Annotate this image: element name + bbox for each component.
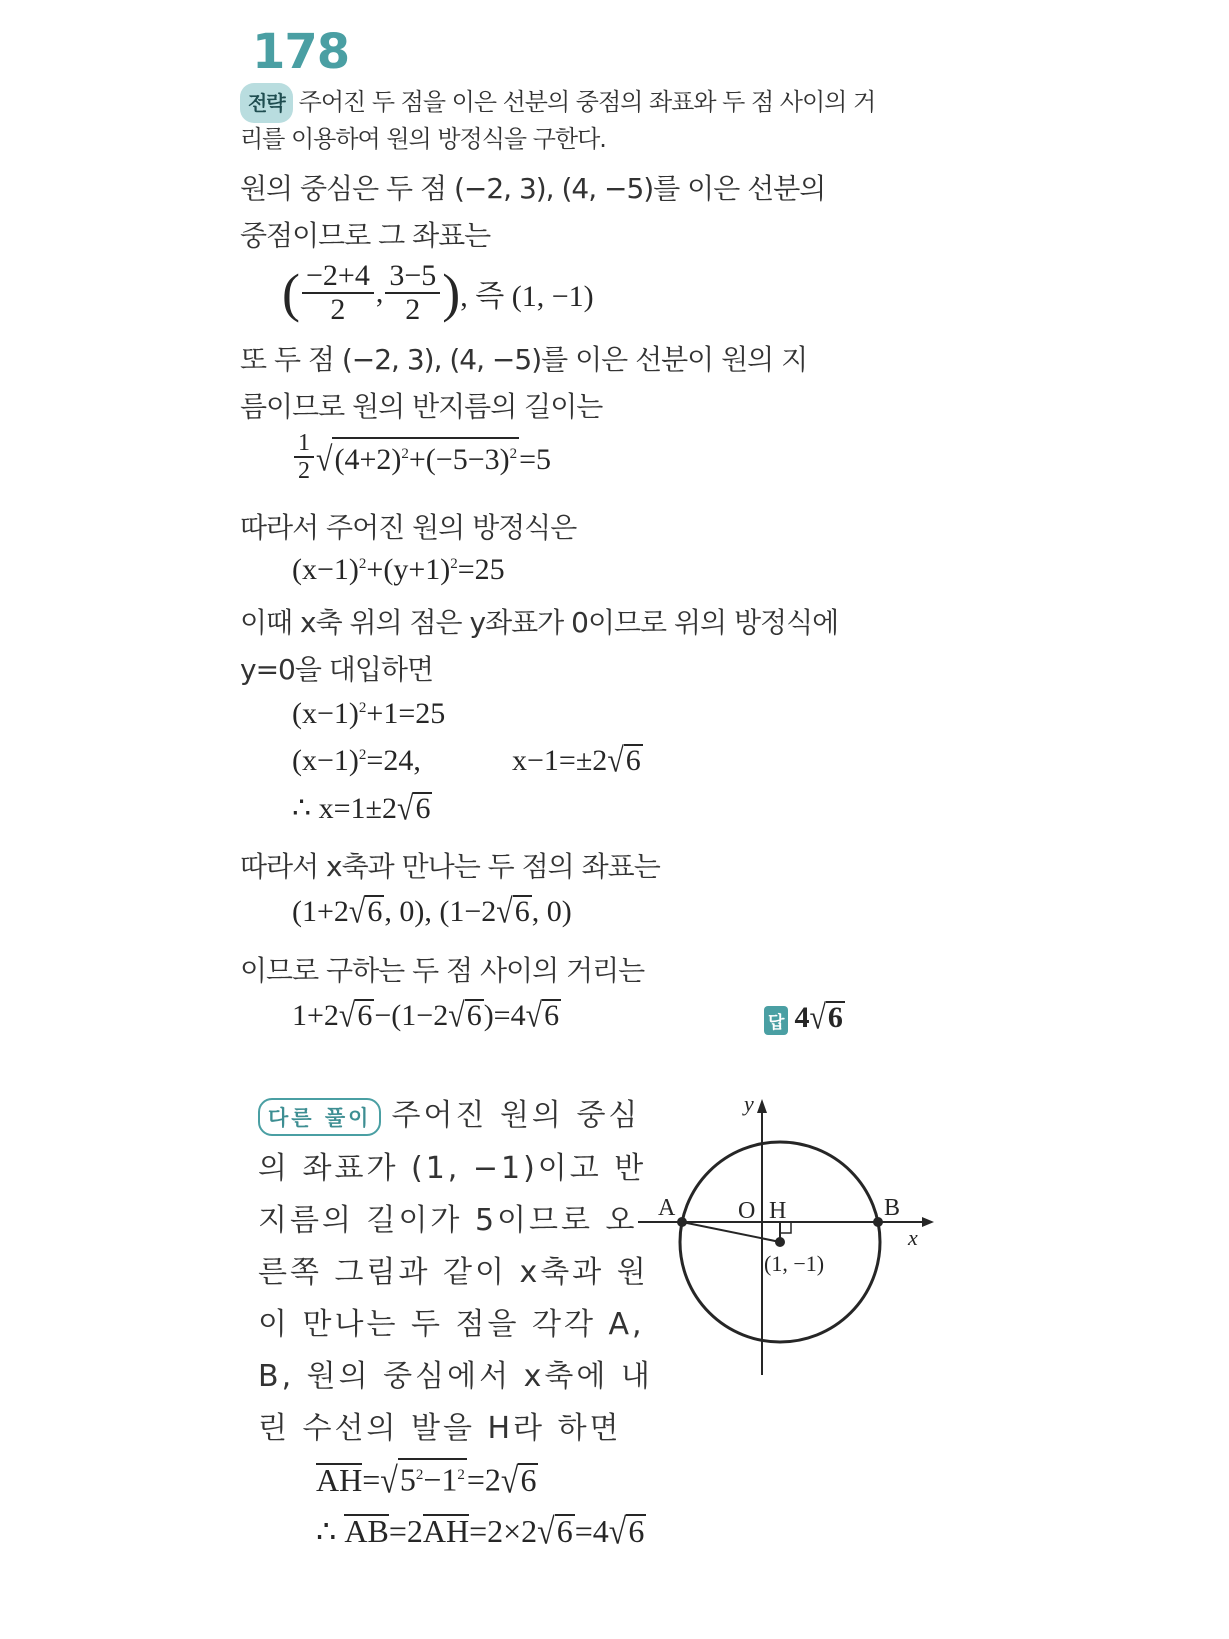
center-dot <box>775 1237 785 1247</box>
point-b-dot <box>873 1217 883 1227</box>
point-a-dot <box>677 1217 687 1227</box>
strategy-badge: 전략 <box>240 83 293 123</box>
problem-number: 178 <box>252 24 350 80</box>
segment-a-center <box>682 1222 780 1242</box>
distance-expression: 1+2√6−(1−2√6)=4√6 <box>292 996 560 1035</box>
answer-badge: 답 <box>764 1006 788 1035</box>
ab-expression: ∴ AB=2AH=2×2√6=4√6 <box>316 1510 645 1552</box>
solution-line-7: y=0을 대입하면 <box>240 653 433 686</box>
step-3: ∴ x=1±2√6 <box>292 789 431 828</box>
strategy-text-1: 주어진 두 점을 이은 선분의 중점의 좌표와 두 점 사이의 거 <box>298 88 876 116</box>
center-coordinate-label: (1, −1) <box>764 1251 825 1276</box>
solution-line-4: 름이므로 원의 반지름의 길이는 <box>240 390 603 423</box>
x-axis-label: x <box>908 1225 918 1250</box>
label-o: O <box>738 1198 756 1224</box>
step-1: $(x-1)^2+1=25$ <box>292 697 446 730</box>
label-b: B <box>884 1195 901 1221</box>
circle-diagram <box>630 1085 940 1385</box>
solution-line-2: 중점이므로 그 좌표는 <box>240 219 491 252</box>
alt-line-6: B, 원의 중심에서 x축에 내 <box>258 1359 653 1394</box>
alt-line-5: 이 만나는 두 점을 각각 A, <box>258 1307 645 1342</box>
alt-line-7: 린 수선의 발을 H라 하면 <box>258 1411 622 1446</box>
solution-line-9: 이므로 구하는 두 점 사이의 거리는 <box>240 954 645 987</box>
solution-line-8: 따라서 x축과 만나는 두 점의 좌표는 <box>240 850 660 883</box>
circle-equation: $(x-1)^2+(y+1)^2=25$ <box>292 553 505 586</box>
ah-expression: $AH=√5^2-1^2=2√6$ <box>316 1458 537 1501</box>
alt-line-4: 른쪽 그림과 같이 x축과 원 <box>258 1255 649 1290</box>
strategy-line-2: 리를 이용하여 원의 방정식을 구한다. <box>240 125 606 153</box>
y-axis-label: y <box>744 1091 754 1116</box>
solution-line-3: 또 두 점 (−2, 3), (4, −5)를 이은 선분이 원의 지 <box>240 343 808 376</box>
solution-line-5: 따라서 주어진 원의 방정식은 <box>240 511 577 544</box>
fraction-x: $\frac{-2+4}{2}$ <box>302 260 374 326</box>
intersection-points: (1+2√6, 0), (1−2√6, 0) <box>292 892 572 931</box>
alt-line-2: 의 좌표가 (1, −1)이고 반 <box>258 1151 647 1186</box>
step-2: $(x-1)^2=24$, <box>292 744 421 777</box>
solution-line-6: 이때 x축 위의 점은 y좌표가 0이므로 위의 방정식에 <box>240 606 839 639</box>
midpoint-expression: ( $\frac{-2+4}{2}$ , $\frac{3-5}{2}$ ), 즉 (1, −1) <box>282 259 594 326</box>
label-h: H <box>769 1198 787 1224</box>
y-axis-arrow <box>757 1099 767 1113</box>
radius-expression: $\frac{1}{2}$ $√(4+2)^2+(-5-3)^2=5$ <box>292 430 551 484</box>
final-answer: 답 4√6 <box>764 1001 845 1035</box>
fraction-y: $\frac{3-5}{2}$ <box>385 260 440 326</box>
label-a: A <box>658 1195 676 1221</box>
step-2-right: x−1=±2√6 <box>512 741 641 780</box>
alt-solution-badge: 다른 풀이 <box>258 1098 381 1136</box>
strategy-line-1 <box>240 83 875 123</box>
half-fraction: $\frac{1}{2}$ <box>294 430 314 484</box>
midpoint-result: , 즉 (1, −1) <box>460 280 594 313</box>
alt-line-1: 다른 풀이 주어진 원의 중심 <box>258 1090 640 1136</box>
segment-ah: AH <box>316 1461 363 1498</box>
segment-ab: AB <box>344 1513 389 1549</box>
solution-line-1: 원의 중심은 두 점 (−2, 3), (4, −5)를 이은 선분의 <box>240 172 826 205</box>
alt-line-3: 지름의 길이가 5이므로 오 <box>258 1203 638 1238</box>
x-axis-arrow <box>922 1217 934 1227</box>
